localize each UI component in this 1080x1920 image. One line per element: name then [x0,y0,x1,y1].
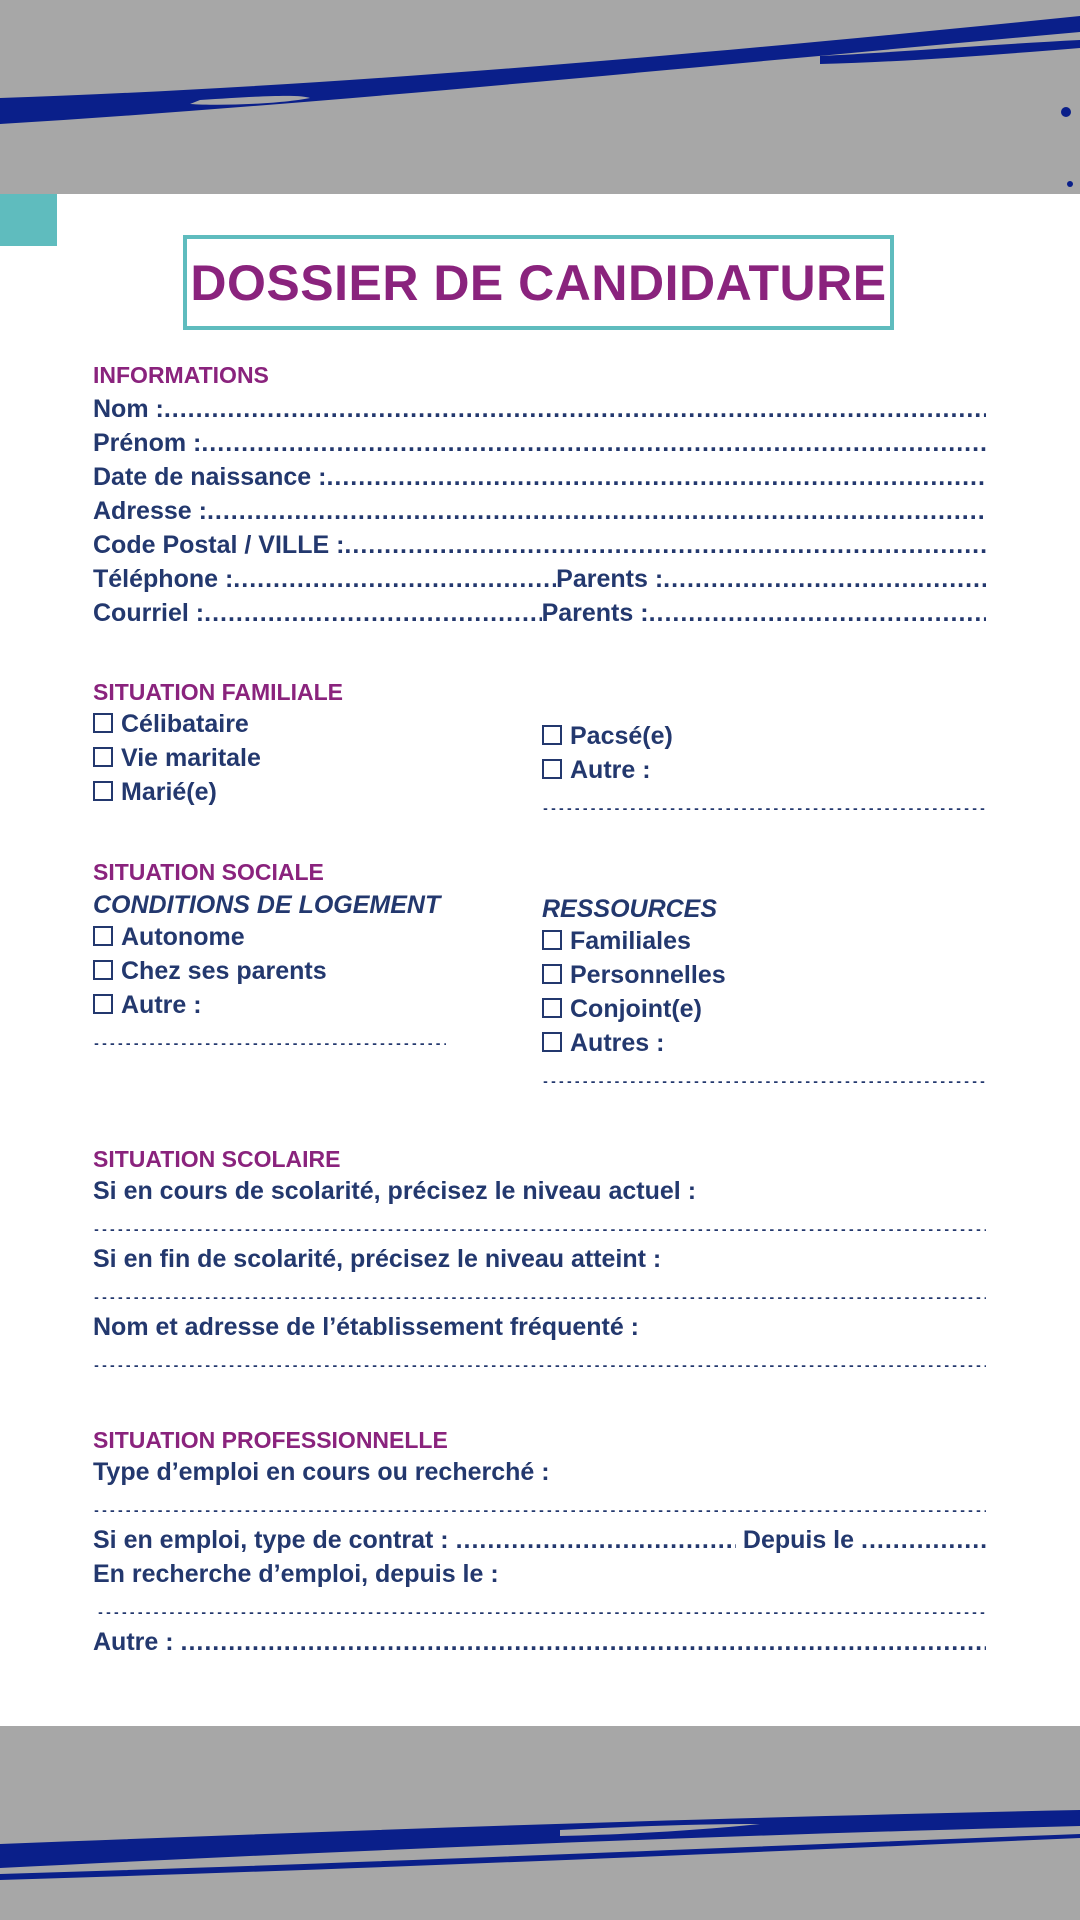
checkbox-icon [542,725,562,745]
section-heading-professionnelle: SITUATION PROFESSIONNELLE [93,1427,448,1453]
teal-corner-accent [0,194,57,246]
depuis-le-label: Depuis le [742,1526,855,1554]
checkbox-autre-logement[interactable]: Autre : [93,991,202,1020]
question-recherche-emploi: En recherche d’emploi, depuis le : [93,1560,499,1588]
checkbox-personnelles[interactable]: Personnelles [542,961,726,990]
field-autre-professionnelle[interactable]: Autre : ..... [93,1628,986,1657]
top-brush-decoration [0,0,1080,194]
checkbox-icon [542,998,562,1018]
field-courriel[interactable]: Courriel : ..... Parents : ..... [93,599,986,628]
parents-email-label: Parents : [541,599,649,627]
checkbox-icon [93,926,113,946]
checkbox-icon [93,994,113,1014]
subheading-ressources: RESSOURCES [542,895,718,923]
checkbox-autres-ressources[interactable]: Autres : [542,1029,664,1058]
checkbox-marie[interactable]: Marié(e) [93,778,217,807]
form-sheet [0,194,1080,1726]
parents-phone-label: Parents : [556,565,664,593]
field-type-contrat[interactable]: Si en emploi, type de contrat : ..... Depuis le ..... [93,1526,986,1555]
field-date-naissance[interactable]: Date de naissance : ..... [93,463,986,492]
checkbox-familiales[interactable]: Familiales [542,927,691,956]
checkbox-icon [542,1032,562,1052]
section-heading-familiale: SITUATION FAMILIALE [93,679,344,705]
checkbox-chez-ses-parents[interactable]: Chez ses parents [93,957,327,986]
checkbox-icon [93,781,113,801]
checkbox-icon [93,747,113,767]
field-prenom[interactable]: Prénom : ..... [93,429,986,458]
niveau-actuel-blank[interactable] [93,1211,986,1231]
section-heading-informations: INFORMATIONS [93,362,269,388]
niveau-atteint-blank[interactable] [93,1279,986,1299]
field-telephone[interactable]: Téléphone : ..... Parents : ..... [93,565,986,594]
type-emploi-blank[interactable] [93,1492,986,1512]
page-title: DOSSIER DE CANDIDATURE [190,254,887,311]
checkbox-vie-maritale[interactable]: Vie maritale [93,744,261,773]
checkbox-autre-familiale[interactable]: Autre : [542,756,651,785]
checkbox-icon [542,759,562,779]
etablissement-blank[interactable] [93,1347,986,1367]
checkbox-icon [93,713,113,733]
field-code-postal-ville[interactable]: Code Postal / VILLE : ..... [93,531,986,560]
section-heading-scolaire: SITUATION SCOLAIRE [93,1146,341,1172]
question-niveau-atteint: Si en fin de scolarité, précisez le niveau atteint : [93,1245,662,1273]
checkbox-pacse[interactable]: Pacsé(e) [542,722,673,751]
checkbox-celibataire[interactable]: Célibataire [93,710,249,739]
title-frame [183,235,894,330]
bottom-brush-decoration [0,1726,1080,1920]
checkbox-icon [542,964,562,984]
field-adresse[interactable]: Adresse : ..... [93,497,986,526]
autres-ressources-blank[interactable] [542,1063,986,1083]
section-heading-sociale: SITUATION SOCIALE [93,859,324,885]
question-niveau-actuel: Si en cours de scolarité, précisez le niveau actuel : [93,1177,697,1205]
autre-logement-blank[interactable] [93,1025,446,1045]
field-nom[interactable]: Nom : ..... [93,395,986,424]
checkbox-conjoint[interactable]: Conjoint(e) [542,995,702,1024]
subheading-logement: CONDITIONS DE LOGEMENT [93,891,441,919]
question-type-emploi: Type d’emploi en cours ou recherché : [93,1458,550,1486]
recherche-emploi-blank[interactable] [97,1594,986,1614]
checkbox-icon [542,930,562,950]
question-etablissement: Nom et adresse de l’établissement fréquenté : [93,1313,640,1341]
checkbox-icon [93,960,113,980]
checkbox-autonome[interactable]: Autonome [93,923,245,952]
autre-familiale-blank[interactable] [542,790,986,810]
